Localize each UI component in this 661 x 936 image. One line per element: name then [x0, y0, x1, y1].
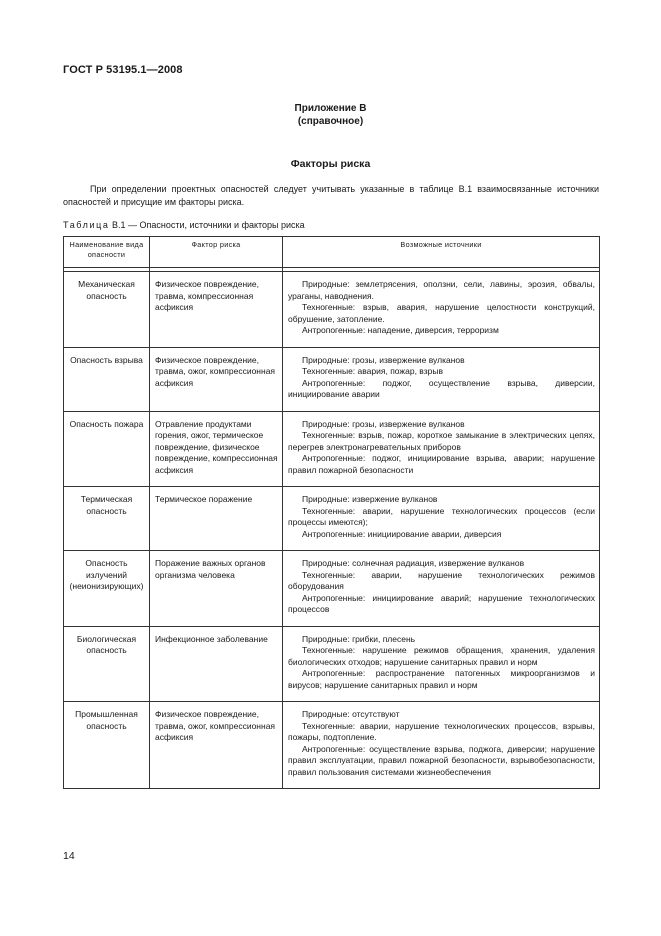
header-danger-type: Наименование вида опасности	[64, 237, 150, 268]
source-line: Техногенные: аварии, нарушение технологических процессов (если процессы имеются);	[288, 505, 595, 527]
source-line: Природные: отсутствуют	[302, 709, 400, 719]
sources-cell	[283, 347, 600, 411]
risk-factor-cell: Отравление продуктами горения, ожог, термическое повреждение, физическое повреждение, компрессионная асфиксия	[150, 411, 283, 487]
sources-cell	[283, 626, 600, 702]
header-sources: Возможные источники	[283, 237, 600, 268]
page-number: 14	[63, 850, 75, 862]
header-risk-factor: Фактор риска	[150, 237, 283, 268]
table-row	[64, 411, 600, 487]
source-line: Техногенные: авария, пожар, взрыв	[302, 366, 443, 376]
danger-type-cell: Термическая опасность	[64, 487, 150, 551]
source-line: Техногенные: взрыв, пожар, короткое замыкание в электрических цепях, перегрев электронагревательных приборов	[288, 430, 595, 452]
source-line: Природные: извержение вулканов	[302, 494, 438, 504]
table-row	[64, 487, 600, 551]
risk-factor-cell: Физическое повреждение, травма, компрессионная асфиксия	[150, 272, 283, 348]
annex-heading	[0, 102, 661, 128]
source-line: Природные: грозы, извержение вулканов	[302, 418, 465, 429]
source-line: Антропогенные: распространение патогенных микроорганизмов и вирусов; нарушение санитарных правил и норм	[288, 668, 595, 690]
source-line: Техногенные: аварии, нарушение технологических процессов, взрывы, пожары, подтопление.	[288, 720, 595, 742]
source-line: Природные: землетрясения, оползни, сели, лавины, эрозия, обвалы, ураганы, наводнения.	[288, 279, 595, 301]
danger-type-cell: Опасность взрыва	[64, 347, 150, 411]
danger-type-cell: Механическая опасность	[64, 272, 150, 348]
source-line: Антропогенные: поджог, инициирование взрыва, аварии; нарушение правил пожарной безопасности	[288, 453, 595, 475]
source-line: Техногенные: взрыв, авария, нарушение целостности конструкций, обрушение, затопление.	[288, 302, 595, 324]
table-row	[64, 272, 600, 348]
table-caption-text: В.1 — Опасности, источники и факторы риска	[112, 220, 305, 230]
risk-factor-cell: Поражение важных органов организма человека	[150, 551, 283, 627]
table-caption	[63, 220, 305, 230]
annex-title: Приложение В	[294, 103, 367, 114]
danger-type-cell: Опасность излучений (неионизирующих)	[64, 551, 150, 627]
source-line: Природные: солнечная радиация, извержение вулканов	[302, 558, 525, 568]
risk-factor-cell: Термическое поражение	[150, 487, 283, 551]
danger-type-cell: Опасность пожара	[64, 411, 150, 487]
source-line: Техногенные: аварии, нарушение технологических режимов оборудования	[288, 569, 595, 591]
risk-factor-cell: Физическое повреждение, травма, ожог, компрессионная асфиксия	[150, 347, 283, 411]
risk-factor-cell: Инфекционное заболевание	[150, 626, 283, 702]
source-line: Антропогенные: нападение, диверсия, терроризм	[302, 325, 499, 335]
table-row	[64, 551, 600, 627]
source-line: Антропогенные: инициирование аварий; нарушение технологических процессов	[288, 592, 595, 614]
sources-cell	[283, 272, 600, 348]
sources-cell	[283, 702, 600, 789]
document-code: ГОСТ Р 53195.1—2008	[63, 64, 183, 76]
table-body	[64, 272, 600, 789]
intro-paragraph: При определении проектных опасностей следует учитывать указанные в таблице В.1 взаимосвязанные источники опасностей и присущие им факторы риска.	[63, 184, 599, 207]
source-line: Антропогенные: поджог, осуществление взрыва, диверсии, инициирование аварии	[288, 377, 595, 399]
risk-factor-cell: Физическое повреждение, травма, ожог, компрессионная асфиксия	[150, 702, 283, 789]
source-line: Природные: грозы, извержение вулканов	[302, 354, 465, 365]
danger-type-cell: Биологическая опасность	[64, 626, 150, 702]
annex-subtitle: (справочное)	[297, 116, 364, 127]
danger-type-cell: Промышленная опасность	[64, 702, 150, 789]
section-title: Факторы риска	[290, 158, 371, 170]
source-line: Техногенные: нарушение режимов обращения, хранения, удаления биологических отходов; нарушение санитарных правил и норм	[288, 645, 595, 667]
source-line: Природные: грибки, плесень	[302, 633, 416, 644]
sources-cell	[283, 551, 600, 627]
table-header-row	[64, 237, 600, 268]
sources-cell	[283, 411, 600, 487]
table-row	[64, 626, 600, 702]
table-caption-label: Таблица	[63, 220, 110, 230]
source-line: Антропогенные: осуществление взрыва, поджога, диверсии; нарушение правил эксплуатации, правил пожарной безопасности, взрывобезопасности, правил пользования системами жизнеобеспечения	[288, 743, 595, 777]
sources-cell	[283, 487, 600, 551]
table-row	[64, 347, 600, 411]
risk-factors-table	[63, 236, 600, 789]
table-row	[64, 702, 600, 789]
source-line: Антропогенные: инициирование аварии, диверсия	[302, 528, 502, 539]
